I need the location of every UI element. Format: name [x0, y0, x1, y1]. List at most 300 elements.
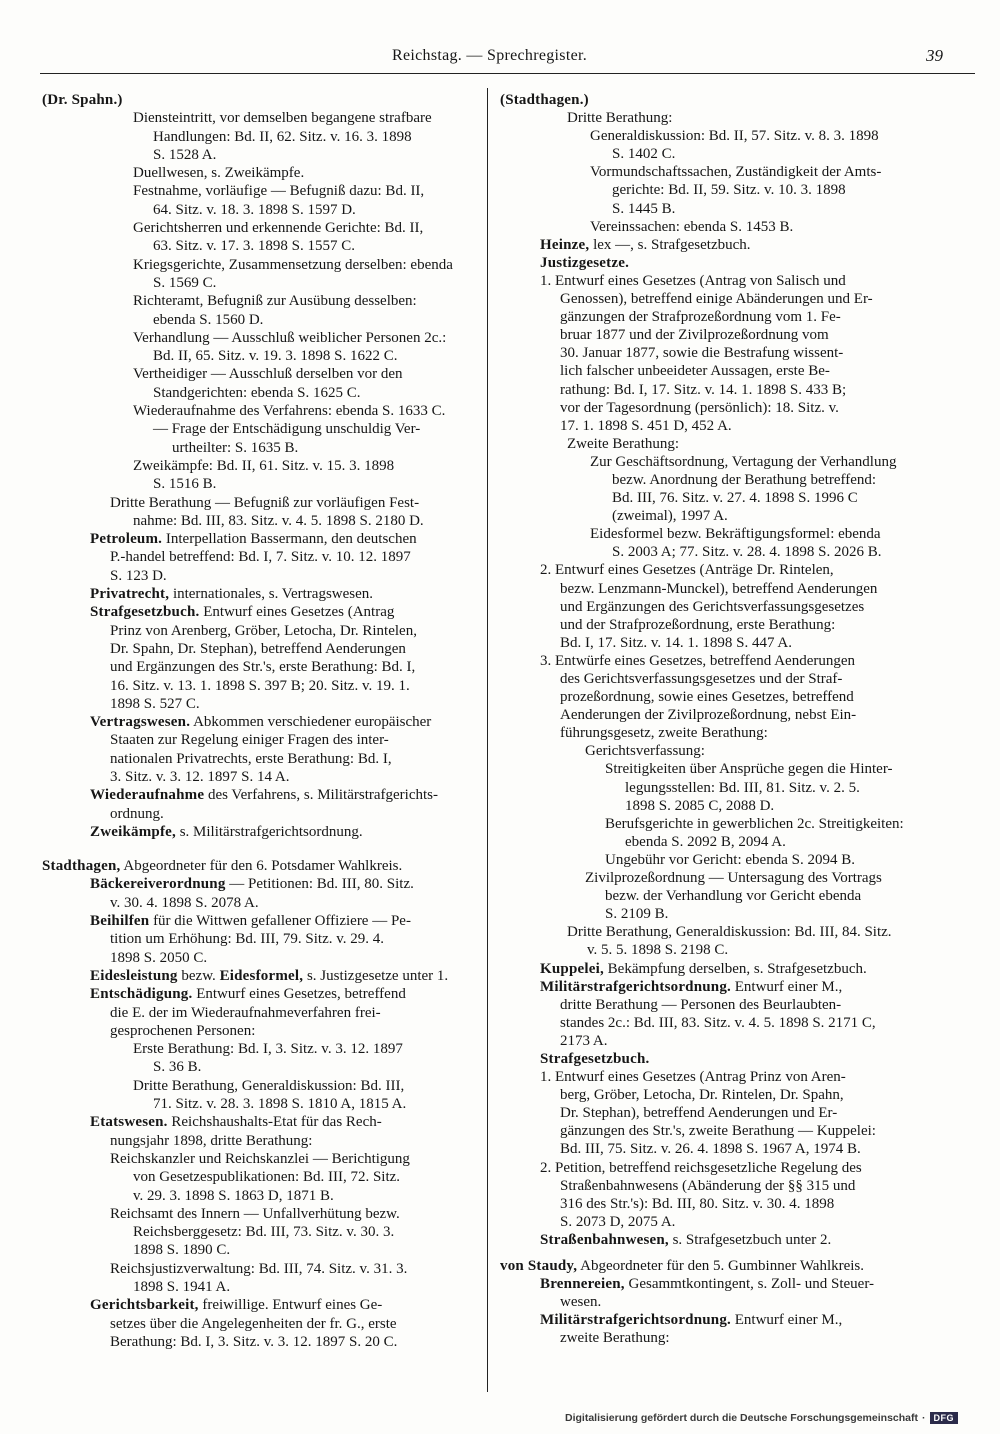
index-line	[42, 1296, 482, 1314]
line-text: ebenda S. 1560 D.	[153, 311, 264, 328]
index-line	[500, 978, 978, 996]
line-text: S. 2073 D, 2075 A.	[560, 1213, 676, 1230]
line-text: führungsgesetz, zweite Berathung:	[560, 725, 768, 742]
line-text: 1898 S. 1890 C.	[133, 1242, 231, 1259]
entry-headword: Wiederaufnahme	[90, 787, 205, 804]
line-text: Bekämpfung derselben, s. Strafgesetzbuch.	[603, 960, 867, 977]
index-line	[500, 706, 978, 724]
line-text: dritte Berathung — Personen des Beurlaubten-	[560, 996, 842, 1013]
line-text: Bd. I, 17. Sitz. v. 14. 1. 1898 S. 447 A.	[560, 634, 792, 651]
entry-headword: Etatswesen.	[90, 1114, 168, 1131]
index-line	[42, 1150, 482, 1168]
line-text: Straßenbahnwesens (Abänderung der §§ 315 und	[560, 1177, 856, 1194]
line-text: nahme: Bd. III, 83. Sitz. v. 4. 5. 1898 S. 2180 D.	[133, 512, 424, 529]
line-text: Kriegsgerichte, Zusammensetzung derselben: ebenda	[133, 256, 453, 273]
line-text: Prinz von Arenberg, Gröber, Letocha, Dr. Rintelen,	[110, 622, 417, 639]
line-text: vor der Tagesordnung (persönlich): 18. Sitz. v.	[560, 399, 839, 416]
index-line	[500, 1068, 978, 1086]
line-text: 71. Sitz. v. 28. 3. 1898 S. 1810 A, 1815 A.	[153, 1096, 407, 1113]
index-line	[500, 851, 978, 869]
entry-headword: Bäckereiverordnung	[90, 876, 226, 893]
index-line	[42, 292, 482, 310]
line-text: Dr. Stephan), betreffend Aenderungen und Er-	[560, 1105, 838, 1122]
index-line	[500, 1275, 978, 1293]
entry-headword: Militärstrafgerichtsordnung.	[540, 1312, 731, 1329]
line-text: Zweikämpfe: Bd. II, 61. Sitz. v. 15. 3. 1898	[133, 457, 395, 474]
line-text: Berathung: Bd. I, 3. Sitz. v. 3. 12. 1897 S. 20 C.	[110, 1333, 398, 1350]
index-line	[500, 742, 978, 760]
index-line	[42, 1022, 482, 1040]
line-text: nungsjahr 1898, dritte Berathung:	[110, 1132, 313, 1149]
line-text: Vereinssachen: ebenda S. 1453 B.	[590, 218, 794, 235]
line-text: Festnahme, vorläufige — Befugniß dazu: Bd. II,	[133, 183, 425, 200]
index-line	[500, 1213, 978, 1231]
header-rule	[40, 73, 975, 74]
line-text: legungsstellen: Bd. III, 81. Sitz. v. 2. 5.	[625, 779, 860, 796]
entry-headword: Straßenbahnwesen,	[540, 1231, 669, 1248]
line-text: wesen.	[560, 1294, 602, 1311]
index-line	[42, 512, 482, 530]
index-line	[500, 471, 978, 489]
index-line	[42, 384, 482, 402]
entry-headword: Strafgesetzbuch.	[90, 604, 200, 621]
line-text: Reichsberggesetz: Bd. III, 73. Sitz. v. 30. 3.	[133, 1224, 395, 1241]
line-text: Dr. Spahn, Dr. Stephan), betreffend Aenderungen	[110, 640, 406, 657]
index-line	[500, 417, 978, 435]
index-line	[500, 652, 978, 670]
index-line	[42, 1315, 482, 1333]
index-line	[500, 399, 978, 417]
line-text: S. 2003 A; 77. Sitz. v. 28. 4. 1898 S. 2026 B.	[612, 544, 882, 561]
line-text: 1898 S. 2050 C.	[110, 949, 208, 966]
line-text: und Ergänzungen des Gerichtsverfassungsgesetzes	[560, 598, 865, 615]
index-line	[500, 326, 978, 344]
index-line	[500, 453, 978, 471]
line-text: setzes über die Angelegenheiten der fr. G., erste	[110, 1315, 397, 1332]
index-line	[500, 923, 978, 941]
line-text: ebenda S. 2092 B, 2094 A.	[625, 833, 786, 850]
line-text: gerichte: Bd. II, 59. Sitz. v. 10. 3. 1898	[612, 182, 846, 199]
index-line	[500, 887, 978, 905]
line-text: urtheilter: S. 1635 B.	[172, 439, 299, 456]
index-line	[500, 507, 978, 525]
line-text: berg, Gröber, Letocha, Dr. Rintelen, Dr. Spahn,	[560, 1087, 844, 1104]
index-line	[42, 713, 482, 731]
index-line	[500, 580, 978, 598]
index-line	[500, 1177, 978, 1195]
index-line	[42, 1040, 482, 1058]
index-line	[500, 634, 978, 652]
index-line	[500, 598, 978, 616]
line-text: 1. Entwurf eines Gesetzes (Antrag von Salisch und	[540, 272, 846, 289]
line-text: Abgeordneter für den 6. Potsdamer Wahlkreis.	[120, 858, 403, 875]
index-line	[42, 731, 482, 749]
index-line	[42, 91, 482, 109]
index-line	[42, 875, 482, 893]
index-line	[500, 1122, 978, 1140]
index-line	[42, 530, 482, 548]
index-line	[500, 290, 978, 308]
line-text: Zivilprozeßordnung — Untersagung des Vortrags	[585, 870, 882, 887]
line-text: Interpellation Bassermann, den deutschen	[162, 531, 417, 548]
index-line	[500, 145, 978, 163]
line-text: Entwurf eines Gesetzes (Antrag	[199, 604, 395, 621]
line-text: s. Justizgesetze unter 1.	[303, 967, 449, 984]
index-line	[42, 274, 482, 292]
index-line	[42, 548, 482, 566]
line-text: gesprochenen Personen:	[110, 1022, 256, 1039]
index-line	[500, 833, 978, 851]
index-line	[42, 475, 482, 493]
column-right	[500, 91, 978, 1347]
line-text: Dritte Berathung, Generaldiskussion: Bd. III,	[133, 1077, 405, 1094]
index-line	[42, 146, 482, 164]
line-text: 1. Entwurf eines Gesetzes (Antrag Prinz von Aren-	[540, 1069, 846, 1086]
index-line	[500, 236, 978, 254]
line-text: S. 1402 C.	[612, 146, 676, 163]
index-line	[500, 869, 978, 887]
index-line	[42, 311, 482, 329]
index-line	[42, 786, 482, 804]
line-text: bezw. der Verhandlung vor Gericht ebenda	[605, 888, 862, 905]
entry-headword: Privatrecht,	[90, 586, 170, 603]
index-line	[42, 823, 482, 841]
index-line	[42, 365, 482, 383]
index-line	[42, 237, 482, 255]
line-text: Handlungen: Bd. II, 62. Sitz. v. 16. 3. 1898	[153, 128, 412, 145]
line-text: 63. Sitz. v. 17. 3. 1898 S. 1557 C.	[153, 238, 355, 255]
line-text: Berufsgerichte in gewerblichen 2c. Streitigkeiten:	[605, 815, 904, 832]
line-text: Zweite Berathung:	[567, 435, 680, 452]
line-text: S. 123 D.	[110, 567, 167, 584]
line-text: 64. Sitz. v. 18. 3. 1898 S. 1597 D.	[153, 201, 356, 218]
index-line	[42, 1058, 482, 1076]
line-text: — Petitionen: Bd. III, 80. Sitz.	[225, 876, 414, 893]
page-number: 39	[926, 46, 943, 65]
index-line	[500, 435, 978, 453]
index-line	[500, 616, 978, 634]
index-line	[500, 941, 978, 959]
line-text: Standgerichten: ebenda S. 1625 C.	[153, 384, 361, 401]
line-text: bezw. Anordnung der Berathung betreffend:	[612, 471, 877, 488]
line-text: v. 29. 3. 1898 S. 1863 D, 1871 B.	[133, 1187, 334, 1204]
index-line	[42, 695, 482, 713]
index-line	[500, 381, 978, 399]
line-text: rathung: Bd. I, 17. Sitz. v. 14. 1. 1898 S. 433 B;	[560, 381, 847, 398]
index-line	[42, 420, 482, 438]
page-footer	[565, 1412, 958, 1424]
index-line	[42, 201, 482, 219]
entry-headword: Vertragswesen.	[90, 714, 191, 731]
index-line	[500, 1140, 978, 1158]
index-line	[42, 182, 482, 200]
line-text: Duellwesen, s. Zweikämpfe.	[133, 165, 305, 182]
line-text: und der Strafprozeßordnung, erste Berathung:	[560, 616, 836, 633]
line-text: Generaldiskussion: Bd. II, 57. Sitz. v. 8. 3. 1898	[590, 128, 879, 145]
index-line	[500, 1231, 978, 1249]
line-text: gänzungen der Strafprozeßordnung vom 1. Fe-	[560, 309, 841, 326]
line-text: Vormundschaftssachen, Zuständigkeit der Amts-	[590, 164, 882, 181]
line-text: prozeßordnung, sowie eines Gesetzes, betreffend	[560, 689, 854, 706]
index-line	[42, 1113, 482, 1131]
index-line	[42, 1278, 482, 1296]
index-line	[42, 930, 482, 948]
line-text: internationales, s. Vertragswesen.	[169, 586, 374, 603]
index-line	[500, 1032, 978, 1050]
index-line	[42, 457, 482, 475]
line-text: S. 1516 B.	[153, 476, 217, 493]
index-line	[42, 1241, 482, 1259]
line-text: Streitigkeiten über Ansprüche gegen die Hinter-	[605, 761, 893, 778]
line-text: Reichsjustizverwaltung: Bd. III, 74. Sitz. v. 31. 3.	[110, 1260, 408, 1277]
index-line	[42, 912, 482, 930]
line-text: Richteramt, Befugniß zur Ausübung desselben:	[133, 293, 417, 310]
index-line	[500, 797, 978, 815]
index-line	[500, 1104, 978, 1122]
entry-headword: (Dr. Spahn.)	[42, 92, 123, 108]
line-text: Verhandlung — Ausschluß weiblicher Personen 2c.:	[133, 329, 447, 346]
index-line	[500, 760, 978, 778]
index-line	[42, 805, 482, 823]
index-line	[500, 181, 978, 199]
index-line	[500, 561, 978, 579]
line-text: Dritte Berathung:	[567, 110, 673, 127]
line-text: bruar 1877 und der Zivilprozeßordnung vom	[560, 327, 829, 344]
line-text: 2173 A.	[560, 1032, 608, 1049]
index-line	[42, 894, 482, 912]
line-text: 2. Entwurf eines Gesetzes (Anträge Dr. Rintelen,	[540, 562, 834, 579]
index-line	[500, 960, 978, 978]
index-line	[500, 218, 978, 236]
line-text: nationalen Privatrechts, erste Berathung: Bd. I,	[110, 750, 392, 767]
index-line	[500, 489, 978, 507]
entry-headword: von Staudy,	[500, 1258, 578, 1274]
entry-headword: Beihilfen	[90, 913, 150, 930]
index-line	[42, 164, 482, 182]
line-text: und Ergänzungen des Str.'s, erste Berathung: Bd. I,	[110, 659, 416, 676]
column-left	[42, 91, 482, 1351]
line-text: Entwurf einer M.,	[731, 978, 843, 995]
index-line	[42, 1077, 482, 1095]
line-text: Gerichtsherren und erkennende Gerichte: Bd. II,	[133, 220, 424, 237]
line-text: Reichskanzler und Reichskanzlei — Berichtigung	[110, 1150, 410, 1167]
line-text: standes 2c.: Bd. III, 83. Sitz. v. 4. 5. 1898 S. 2171 C,	[560, 1014, 876, 1031]
line-text: Eidesformel bezw. Bekräftigungsformel: ebenda	[590, 526, 881, 543]
line-text: Genossen), betreffend einige Abänderungen und Er-	[560, 291, 873, 308]
line-text: bezw.	[177, 967, 220, 984]
line-text: Bd. II, 65. Sitz. v. 19. 3. 1898 S. 1622 C.	[153, 348, 398, 365]
line-text: Reichsamt des Innern — Unfallverhütung bezw.	[110, 1205, 400, 1222]
index-line	[42, 585, 482, 603]
line-text: Diensteintritt, vor demselben begangene strafbare	[133, 110, 432, 127]
line-text: Aenderungen der Zivilprozeßordnung, nebst Ein-	[560, 707, 857, 724]
index-line	[42, 1205, 482, 1223]
line-text: 1898 S. 1941 A.	[133, 1279, 231, 1295]
index-line	[42, 622, 482, 640]
index-line	[42, 1187, 482, 1205]
entry-headword: Entschädigung.	[90, 986, 193, 1003]
index-line	[500, 670, 978, 688]
line-text: Vertheidiger — Ausschluß derselben vor den	[133, 366, 403, 383]
line-text: S. 36 B.	[153, 1059, 202, 1076]
index-line	[500, 344, 978, 362]
line-text: s. Strafgesetzbuch unter 2.	[668, 1231, 832, 1248]
entry-headword: Brennereien,	[540, 1276, 625, 1293]
index-line	[42, 1168, 482, 1186]
index-line	[500, 272, 978, 290]
index-line	[42, 677, 482, 695]
line-text: (zweimal), 1997 A.	[612, 508, 728, 525]
line-text: 17. 1. 1898 S. 451 D, 452 A.	[560, 417, 732, 434]
index-line	[42, 949, 482, 967]
line-text: Staaten zur Regelung einiger Fragen des inter-	[110, 732, 389, 749]
index-line	[500, 1311, 978, 1329]
header-title: Reichstag. — Sprechregister.	[392, 47, 588, 64]
index-line	[42, 402, 482, 420]
index-line	[500, 815, 978, 833]
line-text: Reichshaushalts-Etat für das Rech-	[167, 1114, 382, 1131]
index-line	[500, 1195, 978, 1213]
index-line	[500, 127, 978, 145]
index-line	[500, 254, 978, 272]
entry-headword: Zweikämpfe,	[90, 823, 176, 840]
line-text: S. 1528 A.	[153, 146, 217, 163]
line-text: 2. Petition, betreffend reichsgesetzliche Regelung des	[540, 1159, 862, 1176]
index-line	[500, 163, 978, 181]
line-text: Abkommen verschiedener europäischer	[190, 714, 432, 731]
index-line	[500, 1050, 978, 1068]
entry-headword: Justizgesetze.	[540, 254, 630, 271]
index-line	[500, 543, 978, 561]
index-line	[42, 1260, 482, 1278]
index-line	[42, 603, 482, 621]
index-line	[500, 109, 978, 127]
entry-headword: Eidesleistung	[90, 967, 178, 984]
line-text: freiwillige. Entwurf eines Ge-	[198, 1297, 383, 1314]
entry-headword: Stadthagen,	[42, 858, 121, 875]
line-text: 316 des Str.'s): Bd. III, 80. Sitz. v. 30. 4. 1898	[560, 1195, 835, 1212]
index-line	[42, 128, 482, 146]
line-text: des Verfahrens, s. Militärstrafgerichts-	[204, 787, 439, 804]
index-line	[500, 1329, 978, 1347]
index-line	[500, 1293, 978, 1311]
index-line	[500, 1257, 978, 1275]
entry-headword: Gerichtsbarkeit,	[90, 1297, 199, 1314]
line-text: die E. der im Wiederaufnahmeverfahren frei-	[110, 1004, 381, 1021]
index-line	[500, 200, 978, 218]
index-line	[42, 985, 482, 1003]
entry-headword: Kuppelei,	[540, 960, 604, 977]
line-text: 1898 S. 2085 C, 2088 D.	[625, 797, 775, 814]
line-text: — Frage der Entschädigung unschuldig Ver-	[153, 421, 421, 438]
line-text: S. 1569 C.	[153, 274, 217, 291]
index-line	[500, 905, 978, 923]
line-text: Zur Geschäftsordnung, Vertagung der Verhandlung	[590, 453, 897, 470]
index-line	[42, 640, 482, 658]
index-line	[500, 779, 978, 797]
dfg-logo: DFG	[930, 1412, 959, 1424]
index-line	[500, 1159, 978, 1177]
entry-headword: Heinze,	[540, 236, 590, 253]
line-text: Dritte Berathung, Generaldiskussion: Bd. III, 84. Sitz.	[567, 924, 892, 941]
index-line	[42, 857, 482, 875]
index-line	[42, 1223, 482, 1241]
index-line	[500, 91, 978, 109]
index-line	[500, 996, 978, 1014]
line-text: zweite Berathung:	[560, 1330, 670, 1347]
footer-separator: ·	[922, 1412, 926, 1424]
line-text: Ungebühr vor Gericht: ebenda S. 2094 B.	[605, 851, 855, 868]
line-text: tition um Erhöhung: Bd. III, 79. Sitz. v. 29. 4.	[110, 931, 385, 948]
line-text: v. 5. 5. 1898 S. 2198 C.	[587, 942, 729, 959]
line-text: Dritte Berathung — Befugniß zur vorläufigen Fest-	[110, 494, 420, 511]
line-text: Entwurf einer M.,	[731, 1312, 843, 1329]
index-line	[42, 256, 482, 274]
index-line	[42, 439, 482, 457]
index-line	[42, 494, 482, 512]
index-line	[42, 109, 482, 127]
index-line	[500, 724, 978, 742]
line-text: bezw. Lenzmann-Munckel), betreffend Aenderungen	[560, 580, 878, 597]
line-text: 3. Sitz. v. 3. 12. 1897 S. 14 A.	[110, 768, 290, 785]
line-text: lex —, s. Strafgesetzbuch.	[589, 236, 751, 253]
line-text: v. 30. 4. 1898 S. 2078 A.	[110, 894, 259, 911]
line-text: Bd. III, 76. Sitz. v. 27. 4. 1898 S. 1996 C	[612, 490, 858, 507]
line-text: Erste Berathung: Bd. I, 3. Sitz. v. 3. 12. 1897	[133, 1041, 403, 1058]
index-line	[42, 967, 482, 985]
index-line	[42, 750, 482, 768]
entry-headword: (Stadthagen.)	[500, 92, 589, 108]
line-text: Gerichtsverfassung:	[585, 743, 705, 760]
index-line	[42, 329, 482, 347]
footer-credit: Digitalisierung gefördert durch die Deutsche Forschungsgemeinschaft	[565, 1412, 918, 1424]
index-line	[42, 658, 482, 676]
entry-headword: Militärstrafgerichtsordnung.	[540, 978, 731, 995]
line-text: 30. Januar 1877, sowie die Bestrafung wissent-	[560, 345, 844, 362]
line-text: Entwurf eines Gesetzes, betreffend	[192, 986, 406, 1003]
index-line	[42, 1095, 482, 1113]
index-line	[42, 768, 482, 786]
line-text: gänzungen des Str.'s, zweite Berathung — Kuppelei:	[560, 1123, 876, 1140]
line-text: P.-handel betreffend: Bd. I, 7. Sitz. v. 10. 12. 1897	[110, 549, 411, 566]
index-line	[500, 525, 978, 543]
index-line	[42, 1132, 482, 1150]
index-line	[42, 219, 482, 237]
line-text: Bd. III, 75. Sitz. v. 26. 4. 1898 S. 1967 A, 1974 B.	[560, 1141, 861, 1158]
line-text: für die Wittwen gefallener Offiziere — Pe-	[149, 913, 411, 930]
line-text: S. 2109 B.	[605, 906, 669, 923]
index-line	[500, 308, 978, 326]
line-text: s. Militärstrafgerichtsordnung.	[175, 823, 363, 840]
line-text: ordnung.	[110, 805, 164, 822]
line-text: lich falscher unbeeideter Aussagen, erste Be-	[560, 363, 830, 380]
index-line	[500, 1014, 978, 1032]
index-line	[42, 1333, 482, 1351]
line-text: 16. Sitz. v. 13. 1. 1898 S. 397 B; 20. Sitz. v. 19. 1.	[110, 677, 410, 694]
entry-headword: Strafgesetzbuch.	[540, 1050, 650, 1067]
line-text: S. 1445 B.	[612, 200, 676, 217]
line-text: 3. Entwürfe eines Gesetzes, betreffend Aenderungen	[540, 652, 856, 669]
line-text: Gesammtkontingent, s. Zoll- und Steuer-	[624, 1276, 875, 1293]
index-line	[500, 1086, 978, 1104]
index-line	[42, 1004, 482, 1022]
index-line	[42, 567, 482, 585]
column-divider	[487, 88, 488, 1392]
line-text: des Gerichtsverfassungsgesetzes und der Straf-	[560, 671, 843, 687]
line-text: Wiederaufnahme des Verfahrens: ebenda S. 1633 C.	[133, 403, 446, 420]
line-text: von Gesetzespublikationen: Bd. III, 72. Sitz.	[133, 1169, 401, 1186]
entry-headword: Petroleum.	[90, 531, 163, 548]
